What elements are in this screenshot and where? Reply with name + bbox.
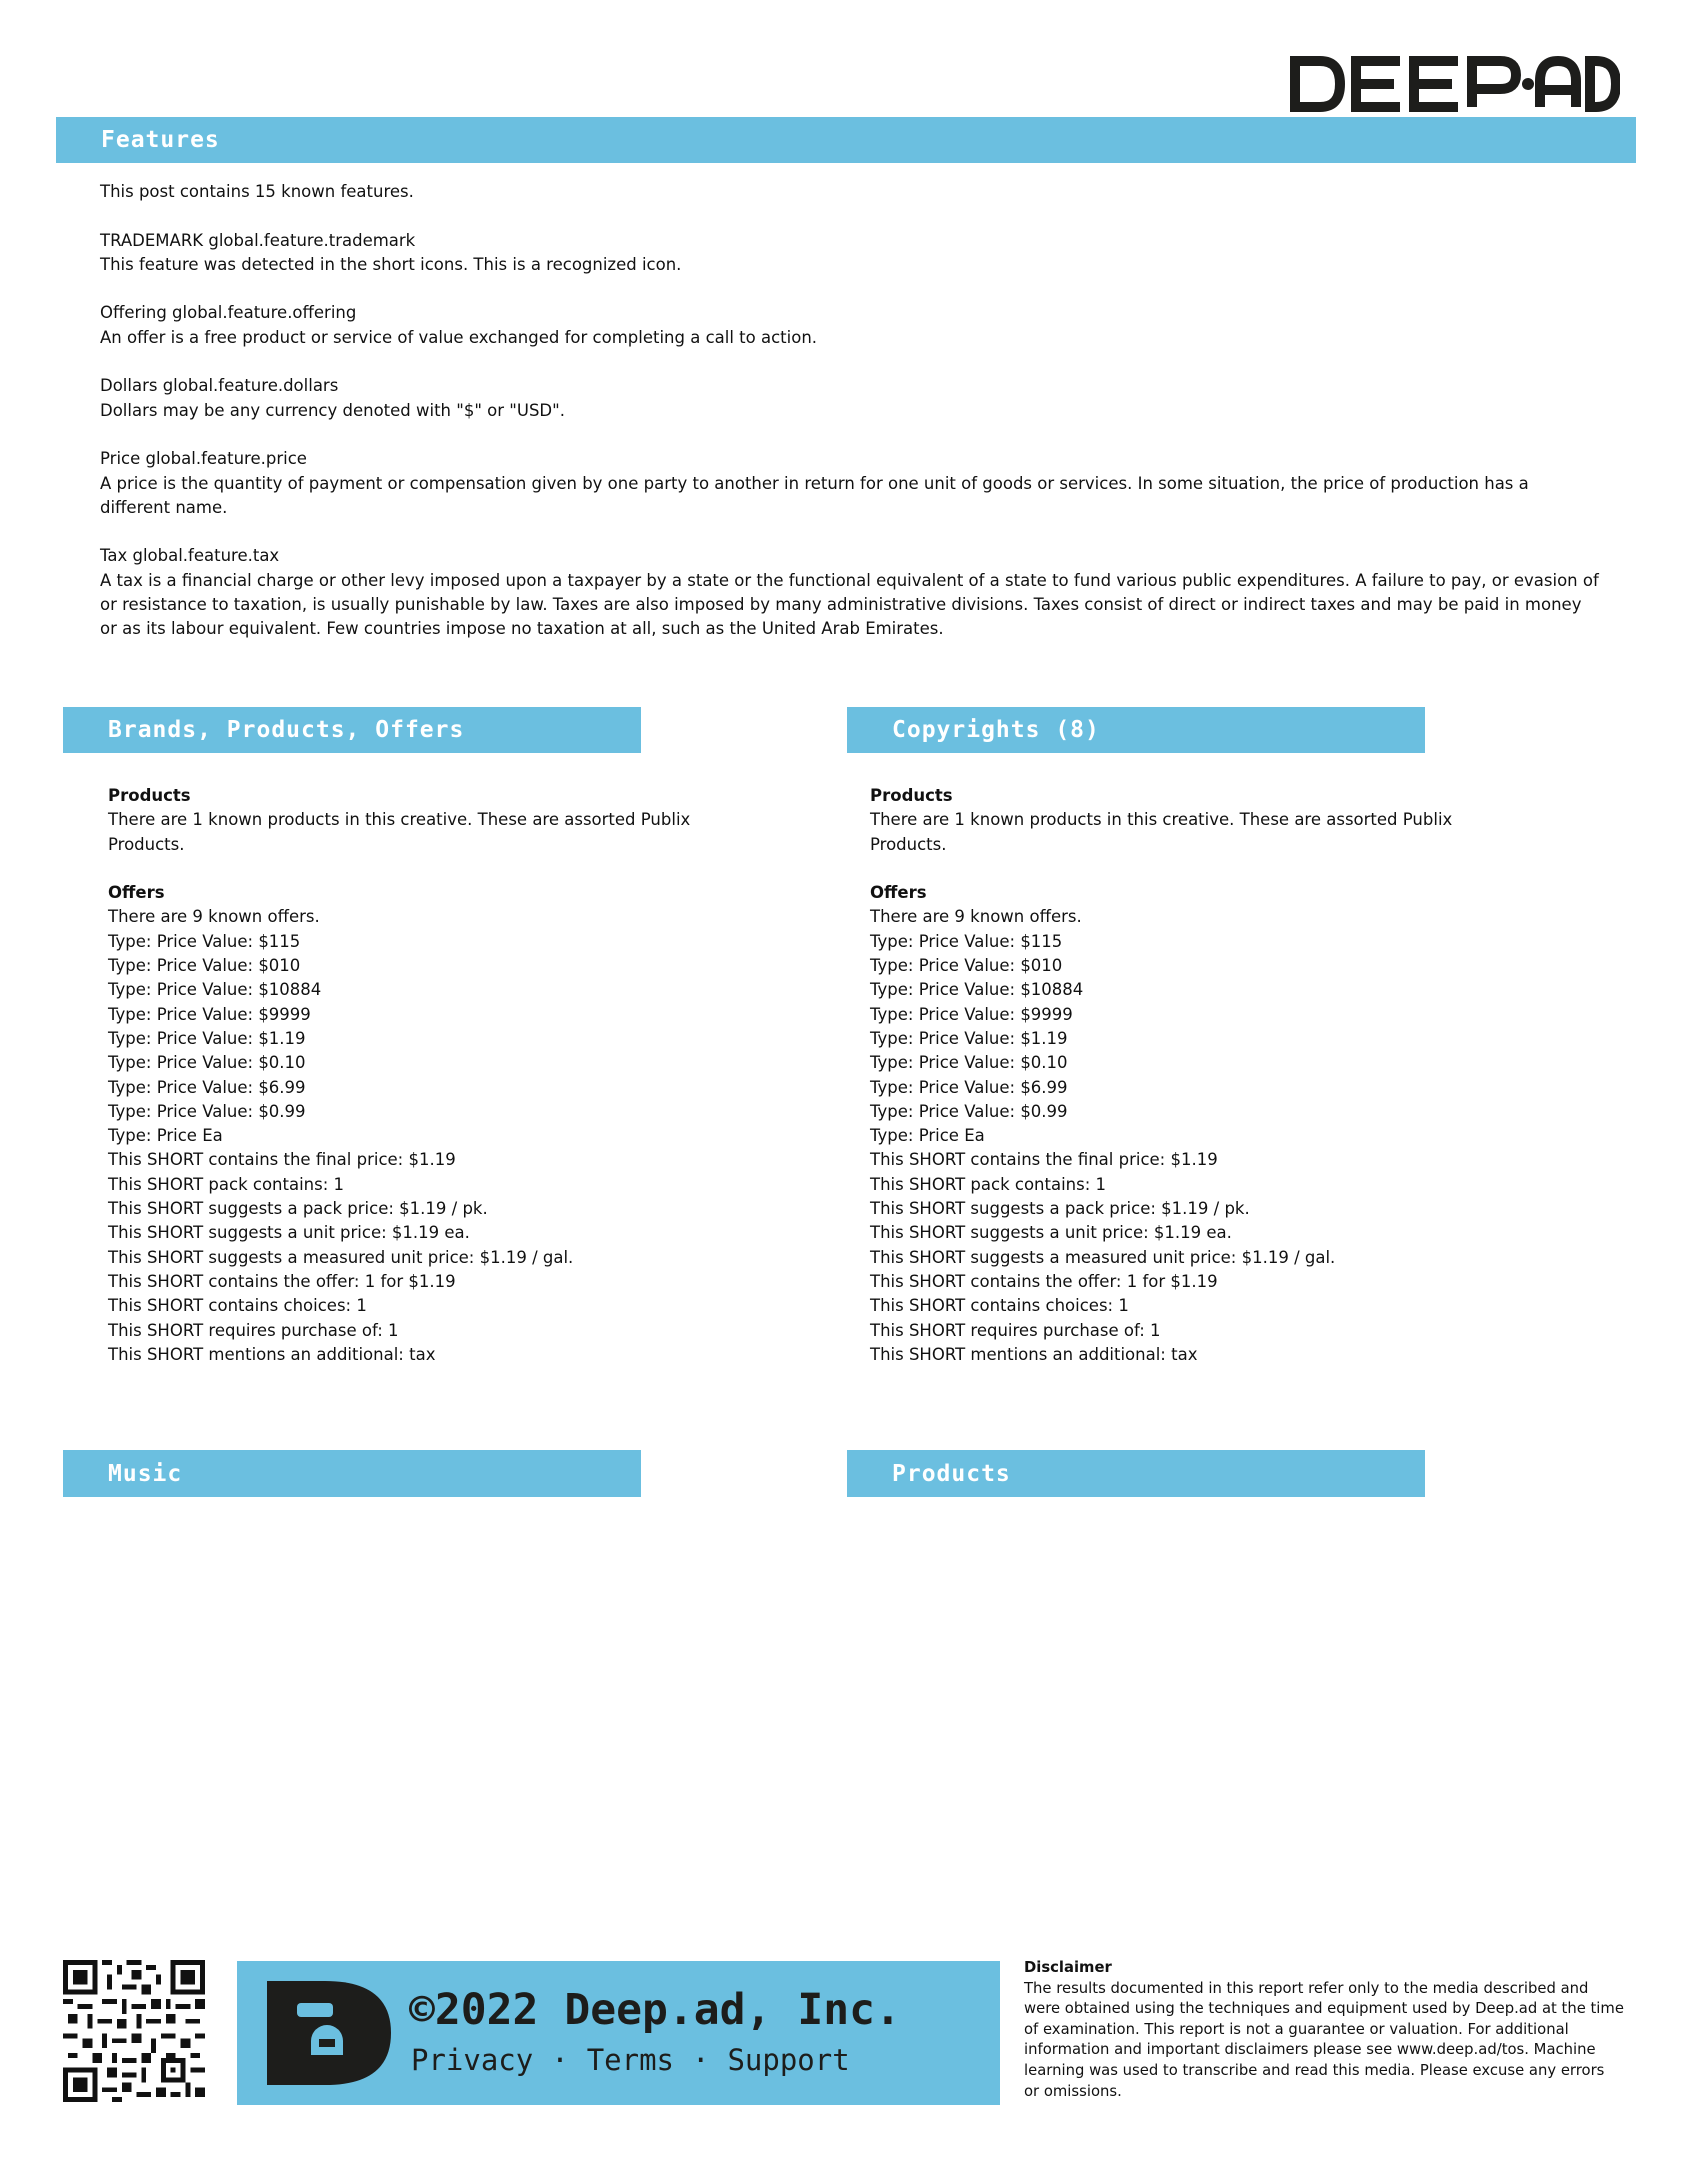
offer-line: This SHORT mentions an additional: tax: [108, 1344, 436, 1364]
offer-line: Type: Price Value: $10884: [870, 980, 1084, 1000]
feature-title: Dollars global.feature.dollars: [100, 376, 339, 396]
music-header: [63, 1450, 641, 1497]
feature-item: [100, 229, 1600, 278]
offer-line: This SHORT contains the offer: 1 for $1.19: [870, 1271, 1218, 1291]
offers-label: Offers: [108, 883, 165, 903]
offer-line: Type: Price Value: $010: [108, 956, 301, 976]
products-text: There are 1 known products in this creative. These are assorted Publix Products.: [108, 810, 691, 854]
offer-list: [108, 905, 728, 1367]
offer-line: This SHORT suggests a unit price: $1.19 ea.: [108, 1223, 470, 1243]
offers-label: Offers: [870, 883, 927, 903]
offer-line: There are 9 known offers.: [108, 907, 320, 927]
features-intro: This post contains 15 known features.: [100, 182, 414, 201]
features-header: [56, 117, 1636, 163]
offer-line: Type: Price Value: $0.99: [108, 1101, 306, 1121]
brands-body: [108, 784, 728, 1367]
offer-line: Type: Price Value: $0.10: [870, 1053, 1068, 1073]
feature-description: An offer is a free product or service of value exchanged for completing a call to action.: [100, 327, 818, 347]
offer-line: This SHORT suggests a pack price: $1.19 / pk.: [108, 1199, 488, 1219]
feature-title: Tax global.feature.tax: [100, 546, 280, 566]
offer-line: This SHORT contains the final price: $1.19: [108, 1150, 456, 1170]
feature-description: Dollars may be any currency denoted with "$" or "USD".: [100, 400, 565, 420]
offer-line: This SHORT requires purchase of: 1: [870, 1320, 1161, 1340]
feature-description: A tax is a financial charge or other levy imposed upon a taxpayer by a state or the functional equivalent of a state to fund various public expenditures. A failure to pay, or evasion of or resistance to taxation, is usually punishable by law. Taxes are also imposed by many administrative divisions. Taxes consist of direct or indirect taxes and may be paid in money or as its labour equivalent. Few countries impose no taxation at all, such as the United Arab Emirates.: [100, 570, 1599, 639]
feature-item: [100, 544, 1600, 641]
feature-title: TRADEMARK global.feature.trademark: [100, 230, 416, 250]
deep-ad-logo: [1290, 56, 1620, 112]
offer-line: Type: Price Value: $115: [108, 931, 301, 951]
music-heading: Music: [108, 1460, 183, 1487]
deep-ad-d-logo-icon: [267, 1981, 391, 2085]
offer-line: Type: Price Ea: [870, 1126, 985, 1146]
offer-line: This SHORT requires purchase of: 1: [108, 1320, 399, 1340]
offer-line: This SHORT suggests a unit price: $1.19 ea.: [870, 1223, 1232, 1243]
offer-line: There are 9 known offers.: [870, 907, 1082, 927]
feature-item: [100, 447, 1600, 520]
offer-line: This SHORT pack contains: 1: [870, 1174, 1107, 1194]
support-link[interactable]: Support: [727, 2043, 850, 2077]
products-heading: Products: [892, 1460, 1011, 1487]
feature-description: This feature was detected in the short icons. This is a recognized icon.: [100, 254, 682, 274]
copyrights-header: [847, 707, 1425, 753]
privacy-link[interactable]: Privacy: [411, 2043, 534, 2077]
footer-links: [411, 2043, 850, 2077]
feature-title: Offering global.feature.offering: [100, 303, 357, 323]
feature-item: [100, 301, 1600, 350]
offer-line: Type: Price Value: $1.19: [870, 1028, 1068, 1048]
offer-line: Type: Price Value: $10884: [108, 980, 322, 1000]
offer-line: This SHORT contains the offer: 1 for $1.19: [108, 1271, 456, 1291]
offer-line: This SHORT pack contains: 1: [108, 1174, 345, 1194]
link-separator: ·: [551, 2043, 569, 2077]
products-header: [847, 1450, 1425, 1497]
disclaimer-title: Disclaimer: [1024, 1959, 1112, 1976]
features-heading: Features: [101, 127, 220, 153]
feature-title: Price global.feature.price: [100, 449, 307, 469]
offer-line: This SHORT contains the final price: $1.19: [870, 1150, 1218, 1170]
offer-line: This SHORT suggests a measured unit price: $1.19 / gal.: [870, 1247, 1336, 1267]
brands-heading: Brands, Products, Offers: [108, 717, 465, 743]
products-label: Products: [870, 786, 953, 805]
products-text: There are 1 known products in this creative. These are assorted Publix Products.: [870, 810, 1453, 854]
copyrights-body: [870, 784, 1490, 1367]
qr-code: [63, 1960, 205, 2102]
disclaimer-text: The results documented in this report refer only to the media described and were obtained using the techniques and equipment used by Deep.ad at the time of examination. This report is not a guarantee or valuation. For additional information and important disclaimers please see www.deep.ad/tos. Machine learning was used to transcribe and read this media. Please excuse any errors or omissions.: [1024, 1979, 1624, 2100]
brands-products-offers-header: [63, 707, 641, 753]
offer-line: This SHORT suggests a pack price: $1.19 / pk.: [870, 1199, 1250, 1219]
offer-line: Type: Price Value: $115: [870, 931, 1063, 951]
offer-line: This SHORT mentions an additional: tax: [870, 1344, 1198, 1364]
offer-line: Type: Price Value: $0.10: [108, 1053, 306, 1073]
offer-line: Type: Price Value: $0.99: [870, 1101, 1068, 1121]
offer-line: This SHORT contains choices: 1: [870, 1296, 1129, 1316]
offer-line: Type: Price Ea: [108, 1126, 223, 1146]
offer-line: Type: Price Value: $010: [870, 956, 1063, 976]
copyright-text: ©2022 Deep.ad, Inc.: [409, 1985, 901, 2035]
offer-line: Type: Price Value: $9999: [870, 1004, 1073, 1024]
offer-line: Type: Price Value: $9999: [108, 1004, 311, 1024]
offer-list: [870, 905, 1490, 1367]
offer-line: Type: Price Value: $6.99: [108, 1077, 306, 1097]
link-separator: ·: [692, 2043, 710, 2077]
features-body: [100, 180, 1600, 642]
feature-description: A price is the quantity of payment or compensation given by one party to another in return for one unit of goods or services. In some situation, the price of production has a different name.: [100, 473, 1529, 517]
feature-item: [100, 374, 1600, 423]
offer-line: This SHORT contains choices: 1: [108, 1296, 367, 1316]
products-label: Products: [108, 786, 191, 805]
terms-link[interactable]: Terms: [586, 2043, 674, 2077]
offer-line: Type: Price Value: $6.99: [870, 1077, 1068, 1097]
offer-line: This SHORT suggests a measured unit price: $1.19 / gal.: [108, 1247, 574, 1267]
copyrights-heading: Copyrights (8): [892, 717, 1100, 743]
footer-banner: [237, 1961, 1000, 2105]
disclaimer: [1024, 1958, 1624, 2102]
offer-line: Type: Price Value: $1.19: [108, 1028, 306, 1048]
